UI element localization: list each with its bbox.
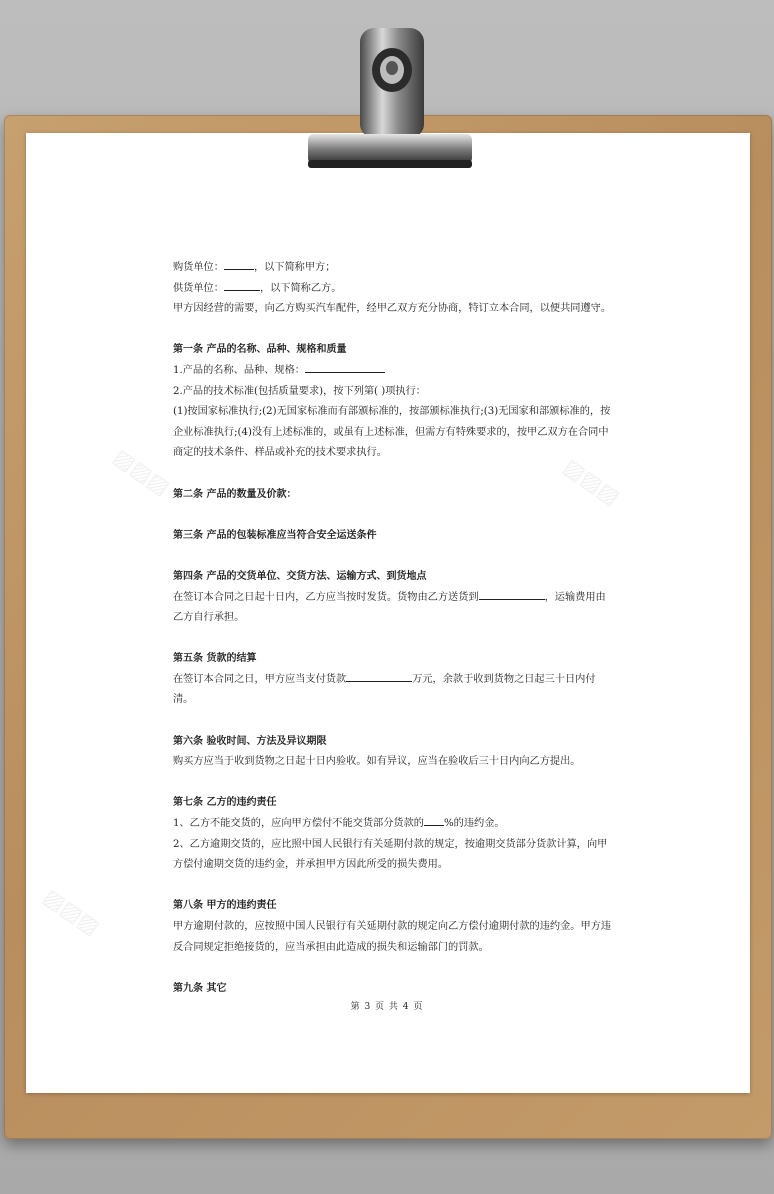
article-7-item-1: 1、乙方不能交货的，应向甲方偿付不能交货部分货款的 %的违约金。 [173, 814, 613, 835]
article-7-title: 第七条 乙方的违约责任 [173, 797, 277, 809]
blank-field[interactable] [305, 361, 385, 373]
article-3-title: 第三条 产品的包装标准应当符合安全运送条件 [173, 529, 377, 541]
binder-clip-icon [300, 22, 480, 182]
blank-field[interactable] [224, 279, 260, 291]
article-4-title: 第四条 产品的交货单位、交货方法、运输方式、到货地点 [173, 570, 427, 582]
buyer-line: 购货单位： ，以下简称甲方； [173, 258, 613, 279]
article-8-title: 第八条 甲方的违约责任 [173, 900, 277, 912]
article-9-title: 第九条 其它 [173, 982, 227, 994]
blank-field[interactable] [346, 670, 412, 682]
article-1-item-1: 1.产品的名称、品种、规格： [173, 361, 613, 382]
article-6-body: 购买方应当于收到货物之日起十日内验收。如有异议，应当在验收后三十日内向乙方提出。 [173, 756, 581, 768]
article-5-title: 第五条 货款的结算 [173, 653, 257, 665]
intro-line: 甲方因经营的需要，向乙方购买汽车配件，经甲乙双方充分协商，特订立本合同，以便共同遵守。 [173, 303, 612, 315]
article-6-title: 第六条 验收时间、方法及异议期限 [173, 735, 327, 747]
contract-body [173, 258, 613, 999]
article-7-item-2: 2、乙方逾期交货的，应比照中国人民银行有关延期付款的规定，按逾期交货部分货款计算，向甲方偿付逾期交货的违约金，并承担甲方因此所受的损失费用。 [173, 838, 608, 871]
article-8-body: 甲方逾期付款的，应按照中国人民银行有关延期付款的规定向乙方偿付逾期付款的违约金。甲方违反合同规定拒绝接货的，应当承担由此造成的损失和运输部门的罚款。 [173, 921, 612, 953]
article-5-body: 在签订本合同之日，甲方应当支付货款 万元，余款于收到货物之日起三十日内付清。 [173, 670, 613, 711]
page-number: 第 3 页 共 4 页 [350, 1002, 424, 1012]
article-2-title: 第二条 产品的数量及价款： [173, 488, 297, 500]
watermark: ▨▨▨ [108, 444, 174, 501]
article-1-title: 第一条 产品的名称、品种、规格和质量 [173, 344, 347, 356]
watermark: ▨▨▨ [38, 884, 104, 941]
article-4-body: 在签订本合同之日起十日内，乙方应当按时发货。货物由乙方送货到 ，运输费用由乙方自行承担。 [173, 588, 613, 629]
watermark: ▨▨▨ [558, 454, 624, 511]
blank-field[interactable] [224, 258, 254, 270]
seller-line: 供货单位： ，以下简称乙方。 [173, 279, 613, 300]
article-1-item-2: 2.产品的技术标准(包括质量要求)，按下列第( )项执行： [173, 385, 426, 397]
article-1-item-3: (1)按国家标准执行;(2)无国家标准而有部颁标准的，按部颁标准执行;(3)无国家和部颁标准的，按企业标准执行;(4)没有上述标准的，或虽有上述标准，但需方有特殊要求的，按甲乙双方在合同中商定的技术条件、样品或补充的技术要求执行。 [173, 406, 611, 459]
blank-field[interactable] [479, 588, 545, 600]
blank-field[interactable] [424, 814, 444, 826]
